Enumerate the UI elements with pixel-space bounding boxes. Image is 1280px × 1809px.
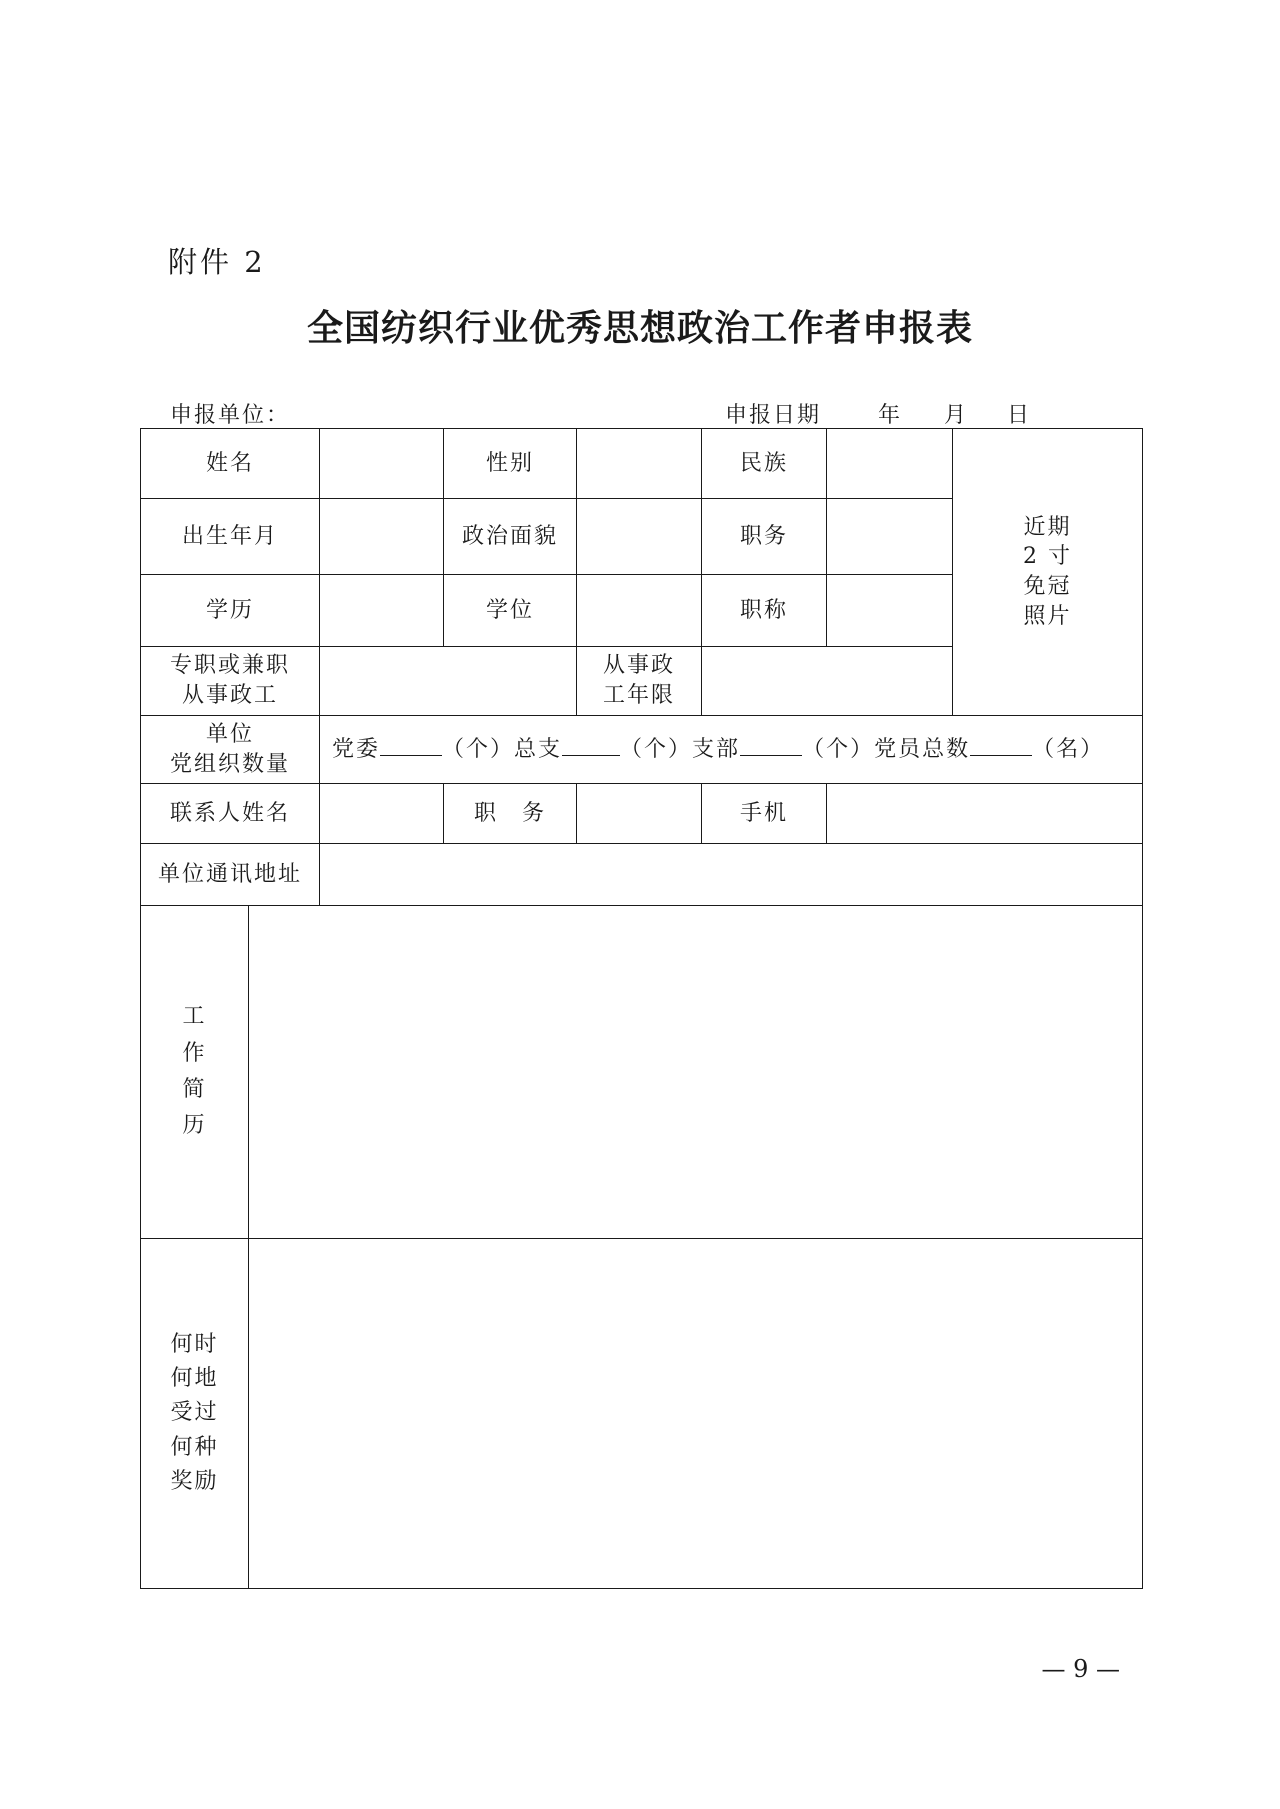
application-form-table: [140, 428, 1143, 1589]
resume-field[interactable]: [249, 906, 1143, 1239]
ethnicity-field[interactable]: [827, 429, 953, 499]
date-year-label: 年: [878, 403, 903, 428]
position-field[interactable]: [827, 499, 953, 575]
name-field[interactable]: [320, 429, 444, 499]
branch-blank[interactable]: [740, 737, 802, 756]
party-committee-label: 党委: [332, 736, 381, 762]
date-label: 申报日期: [725, 403, 822, 428]
education-label: 学历: [141, 575, 320, 647]
form-title: 全国纺织行业优秀思想政治工作者申报表: [306, 308, 973, 349]
date-month-label: 月: [944, 403, 969, 428]
fulltime-label-line: 专职或兼职: [170, 653, 291, 679]
years-label-line: 工年限: [603, 683, 676, 708]
photo-box[interactable]: [953, 429, 1143, 716]
awards-label: [141, 1239, 249, 1589]
awards-label-lines: [141, 1328, 248, 1498]
party-committee-blank[interactable]: [380, 737, 442, 756]
contact-position-field[interactable]: [577, 784, 702, 844]
education-field[interactable]: [320, 575, 444, 647]
photo-instructions: [953, 513, 1142, 632]
awards-line: 受过: [170, 1400, 219, 1426]
awards-field[interactable]: [249, 1239, 1143, 1589]
political-field[interactable]: [577, 499, 702, 575]
birth-field[interactable]: [320, 499, 444, 575]
address-field[interactable]: [320, 844, 1143, 906]
photo-line: 照片: [1023, 603, 1072, 629]
awards-line: 何时: [170, 1332, 219, 1358]
awards-line: 何地: [170, 1366, 219, 1392]
awards-line: 何种: [170, 1434, 219, 1460]
contact-position-label: 职 务: [444, 784, 577, 844]
fulltime-label-line: 从事政工: [182, 683, 279, 708]
ethnicity-label: 民族: [702, 429, 827, 499]
fulltime-field[interactable]: [320, 647, 577, 716]
party-org-label-line: 单位: [206, 721, 255, 747]
member-total-label: （个）党员总数: [802, 736, 971, 762]
photo-line: 近期: [1023, 514, 1072, 540]
years-label-line: 从事政: [603, 653, 676, 679]
member-unit-label: （名）: [1032, 736, 1105, 762]
degree-label: 学位: [444, 575, 577, 647]
awards-line: 奖励: [170, 1468, 219, 1494]
title-label: 职称: [702, 575, 827, 647]
photo-line: 2 寸: [1023, 544, 1073, 570]
member-total-blank[interactable]: [970, 737, 1032, 756]
party-org-label: [141, 716, 320, 784]
title-field[interactable]: [827, 575, 953, 647]
page-number: — 9 —: [1041, 1655, 1120, 1683]
fulltime-label: [141, 647, 320, 716]
branch-label: （个）支部: [620, 736, 741, 762]
years-field[interactable]: [702, 647, 953, 716]
unit-label: 申报单位：: [170, 403, 291, 428]
resume-char: 工: [182, 1004, 207, 1030]
contact-name-field[interactable]: [320, 784, 444, 844]
contact-name-label: 联系人姓名: [141, 784, 320, 844]
years-label: [577, 647, 702, 716]
political-label: 政治面貌: [444, 499, 577, 575]
degree-field[interactable]: [577, 575, 702, 647]
party-org-label-line: 党组织数量: [170, 751, 291, 777]
party-org-count-field: [320, 716, 1143, 784]
name-label: 姓名: [141, 429, 320, 499]
resume-char: 历: [182, 1113, 207, 1139]
address-label: 单位通讯地址: [141, 844, 320, 906]
resume-char: 作: [182, 1040, 207, 1066]
general-branch-label: （个）总支: [442, 736, 563, 762]
birth-label: 出生年月: [141, 499, 320, 575]
gender-field[interactable]: [577, 429, 702, 499]
position-label: 职务: [702, 499, 827, 575]
general-branch-blank[interactable]: [562, 737, 620, 756]
resume-char: 简: [182, 1077, 207, 1102]
resume-label: [141, 906, 249, 1239]
resume-label-chars: [141, 999, 248, 1144]
photo-line: 免冠: [1023, 574, 1072, 599]
attachment-label: 附件 2: [168, 245, 266, 279]
date-day-label: 日: [1007, 403, 1032, 428]
gender-label: 性别: [444, 429, 577, 499]
mobile-label: 手机: [702, 784, 827, 844]
mobile-field[interactable]: [827, 784, 1143, 844]
